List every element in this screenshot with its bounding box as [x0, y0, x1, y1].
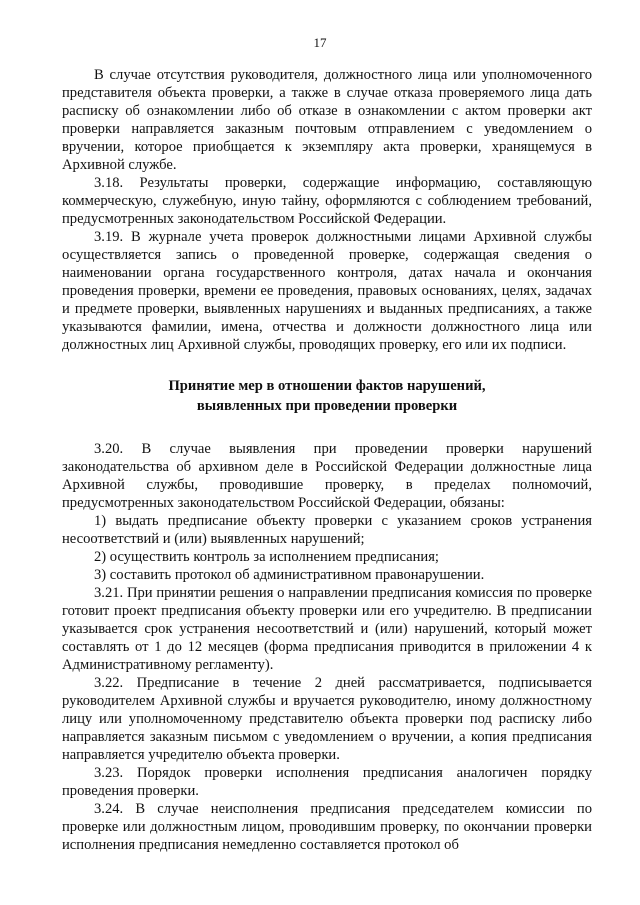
list-item-3: 3) составить протокол об административном правонарушении.	[94, 567, 485, 583]
paragraph: В случае отсутствия руководителя, должностного лица или уполномоченного представителя объекта проверки, а также в случае отказа проверяемого лица дать расписку об ознакомлении либо об отказе в ознакомлении с актом проверки акт проверки направляется заказным почтовым отправлением с уведомлением о вручении, которое приобщается к экземпляру акта проверки, хранящемуся в Архивной службе.	[62, 67, 592, 173]
document-body	[62, 66, 592, 854]
section-heading-line-2: выявленных при проведении проверки	[196, 398, 458, 414]
paragraph-3-20: 3.20. В случае выявления при проведении проверки нарушений законодательства об архивном деле в Российской Федерации должностные лица Архивной службы, проводившие проверку, в пределах полномочий, предусмотренных законодательством Российской Федерации, обязаны:	[62, 441, 592, 511]
list-item-2: 2) осуществить контроль за исполнением предписания;	[94, 549, 439, 565]
paragraph-3-18: 3.18. Результаты проверки, содержащие информацию, составляющую коммерческую, служебную, иную тайну, оформляются с соблюдением требований, предусмотренных законодательством Российской Федерации.	[62, 175, 592, 227]
section-heading	[62, 376, 592, 416]
list-item-1: 1) выдать предписание объекту проверки с указанием сроков устранения несоответствий и (или) выявленных нарушений;	[62, 513, 592, 547]
paragraph-3-23: 3.23. Порядок проверки исполнения предписания аналогичен порядку проведения проверки.	[62, 765, 592, 799]
paragraph-3-22: 3.22. Предписание в течение 2 дней рассматривается, подписывается руководителем Архивной службы и вручается руководителю, иному должностному лицу или уполномоченному представителю объекта проверки под расписку либо направляется заказным письмом с уведомлением о вручении, а копия предписания направляется учредителю объекта проверки.	[62, 675, 592, 763]
section-heading-line-1: Принятие мер в отношении фактов нарушений,	[168, 378, 486, 394]
page-number: 17	[313, 35, 327, 50]
paragraph-3-21: 3.21. При принятии решения о направлении предписания комиссия по проверке готовит проект предписания объекту проверки или его учредителю. В предписании указывается срок устранения несоответствий и (или) нарушений, который может составлять от 1 до 12 месяцев (форма предписания приводится в приложении 4 к Административному регламенту).	[62, 585, 592, 673]
paragraph-3-19: 3.19. В журнале учета проверок должностными лицами Архивной службы осуществляется запись о проведенной проверке, содержащая сведения о наименовании органа государственного контроля, датах начала и окончания проведения проверки, времени ее проведения, правовых основаниях, целях, задачах и предмете проверки, выявленных нарушениях и выданных предписаниях, а также указываются фамилии, имена, отчества и должности должностного лица или должностных лиц Архивной службы, проводящих проверку, его или их подписи.	[62, 229, 592, 353]
paragraph-3-24: 3.24. В случае неисполнения предписания председателем комиссии по проверке или должностным лицом, проводившим проверку, по окончании проверки исполнения предписания немедленно составляется протокол об	[62, 801, 592, 853]
